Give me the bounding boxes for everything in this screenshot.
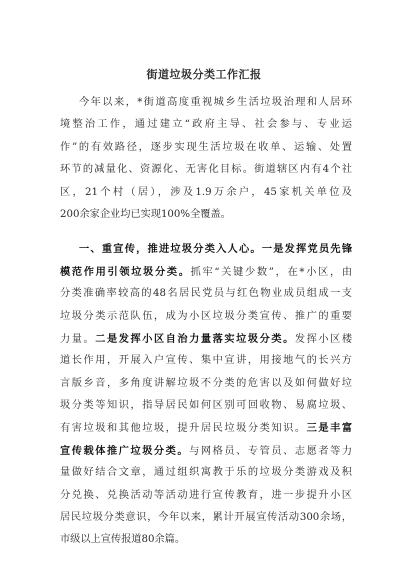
- paragraph-gap: [60, 226, 352, 238]
- text-line: 垃圾分类示范队伍，成为小区垃圾分类宣传、推广的重要: [60, 310, 352, 322]
- text-line: 今年以来，*街道高度重视城乡生活垃圾治理和人居环: [79, 97, 352, 108]
- text-line: 言版乡音，多角度讲解垃圾不分类的危害以及如何做好垃: [60, 377, 352, 389]
- text-line: 200余家企业均已实现100%全覆盖。: [60, 208, 231, 220]
- text-line: [60, 238, 352, 260]
- text-line: [60, 440, 352, 462]
- text-line: 量做好结合文章，通过组织寓教于乐的垃圾分类游戏及积: [60, 467, 352, 479]
- section-heading: 一、重宣传，推进垃圾分类入人心。: [79, 243, 262, 256]
- text-line: [60, 328, 352, 350]
- document-title: 街道垃圾分类工作汇报: [146, 68, 262, 81]
- subsection-heading: 宣传载体推广垃圾分类。: [60, 444, 190, 457]
- paragraph-intro: [60, 92, 352, 226]
- text-span: 与网格员、专管员、志愿者等力: [189, 445, 353, 457]
- subsection-heading: 三是丰富: [306, 422, 353, 435]
- text-line: 圾分类等知识，指导居民如何区别可回收物、易腐垃圾、: [60, 400, 352, 412]
- text-line: [60, 417, 352, 439]
- subsection-heading: 二是发挥小区自治力量落实垃圾分类。: [95, 332, 295, 345]
- text-line: 作”的有效路径，逐步实现生活垃圾在收单、运输、处置: [60, 141, 352, 153]
- text-line: 居民垃圾分类意识，今年以来，累计开展宣传活动300余场，: [60, 512, 352, 524]
- subsection-heading: 一是发挥党员先锋: [261, 243, 353, 256]
- text-line: 区，21个村（居），涉及1.9万余户，45家机关单位及: [60, 186, 352, 198]
- paragraph-publicity: [60, 238, 352, 551]
- text-span: 抓牢“关键少数”，在*小区，由: [190, 266, 353, 278]
- text-line: 市级以上宣传报道80余篇。: [60, 534, 186, 546]
- document-body: [60, 92, 352, 552]
- text-line: 境整治工作，通过建立“政府主导、社会参与、专业运: [60, 119, 352, 131]
- text-line: 分兑换、兑换活动等活动进行宣传教育，进一步提升小区: [60, 489, 352, 501]
- text-line: 分类准确率较高的48名居民党员与红色物业成员组成一支: [60, 288, 352, 300]
- text-line: 环节的减量化、资源化、无害化目标。街道辖区内有4个社: [60, 164, 352, 176]
- text-line: 道长作用，开展入户宣传、集中宣讲，用接地气的长兴方: [60, 355, 352, 367]
- subsection-heading: 模范作用引领垃圾分类。: [60, 265, 191, 278]
- text-span: 有害垃圾和其他垃圾，提升居民垃圾分类知识。: [60, 423, 307, 435]
- text-line: [60, 261, 352, 283]
- text-span: 力量。: [60, 333, 96, 345]
- text-span: 发挥小区楼: [294, 333, 353, 345]
